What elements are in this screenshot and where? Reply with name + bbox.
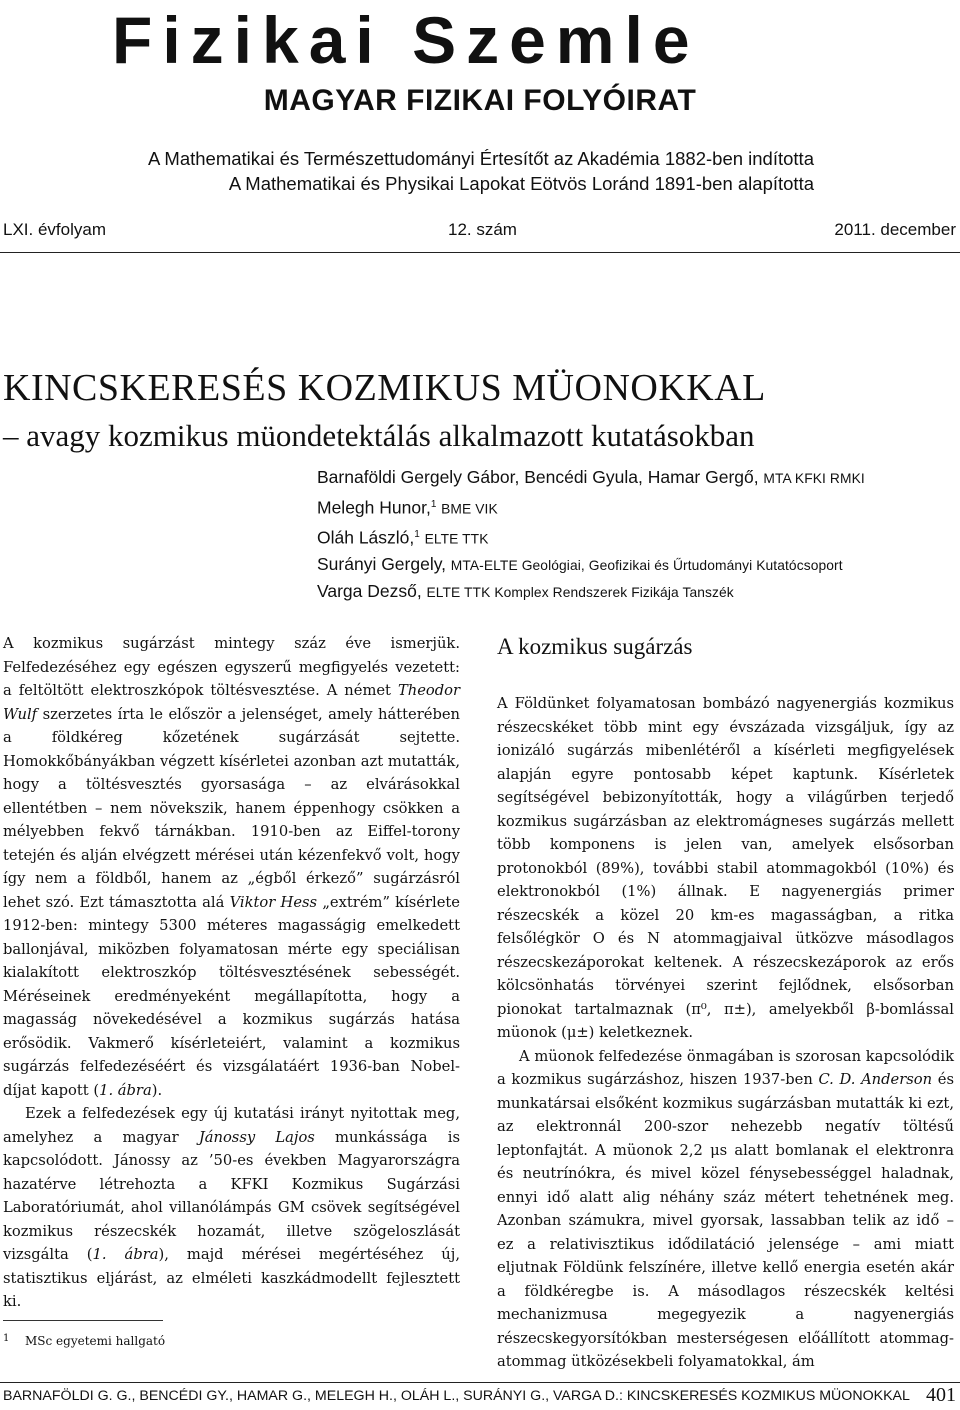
- footnote-number: 1: [3, 1333, 10, 1344]
- author-line: [317, 552, 865, 579]
- paragraph: A müonok felfedezése önmagában is szorosan kapcsolódik a kozmikus sugárzáshoz, hiszen 1937-ben C. D. Anderson és munkatársai elsőként kozmikus sugárzásban mutatták ki ezt, az elektronnál 200-szor nehezebb negatív töltésű leptonfajtát. A müonok 2,2 μs alatt bomlanak el elektronra és neutrínókra, és mivel közel fénysebességgel haladnak, ennyi idő alatt alig néhány száz métert tehetnének meg. Azonban számukra, mivel gyorsak, lassabban telik az idő – ez a relativisztikus idődilatáció jelensége – ami miatt eljutnak Földünk felszínére, illetve kellő energia esetén akár a földkéregbe is. A másodlagos részecskék keltési mechanizmusa megegyezik a nagyenergiás részecskegyorsítókban mesterségesen előállított atommag-atommag ütközésekbeli folyamatokkal, ám: [497, 1047, 954, 1370]
- footer-divider: [0, 1382, 960, 1383]
- author-list: [317, 465, 865, 605]
- author-affiliation: ELTE TTK Komplex Rendszerek Fizikája Tanszék: [426, 584, 734, 600]
- article-title: KINCSKERESÉS KOZMIKUS MÜONOKKAL: [3, 367, 766, 409]
- author-affiliation: ELTE TTK: [424, 531, 489, 547]
- author-line: [317, 579, 865, 606]
- section-heading: A kozmikus sugárzás: [497, 634, 693, 659]
- figure-reference[interactable]: 1. ábra: [92, 1246, 159, 1263]
- paragraph: A kozmikus sugárzást mintegy száz éve ismerjük. Felfedezéséhez egy egészen egyszerű megfigyelés vezetett: a feltöltött elektroszkópok töltésvesztése. A német Theodor Wulf szerzetes írta le először a jelenséget, amely hátterében a földkéreg kőzetének sugárzását sejtette. Homokkőbányákban végzett kísérletei azonban azt mutatták, hogy a töltésvesztés gyorsasága – az elvárásokkal ellentétben – nem növekszik, hanem éppenhogy csökken a mélyebben fekvő tárnákban. 1910-ben az Eiffel-torony tetején és alján elvégzett mérései után kézenfekvő volt, hogy így nem a földből, hanem az „égből érkező” sugárzásról lehet szó. Ezt támasztotta alá Viktor Hess „extrém” kísérlete 1912-ben: mintegy 5300 méteres magasságig emelkedett ballonjával, miközben folyamatosan mérte egy speciálisan kialakított elektroszkóp töltésvesztésének sebességét. Méréseinek eredményeként megállapította, hogy a magasság növekedésével a kozmikus sugárzás hatása erősödik. Vakmerő kísérleteiért, valamint a kozmikus sugárzás felfedezéséért és vizsgálatáért 1936-ban Nobel-díjat kapott (1. ábra).: [3, 635, 460, 1099]
- footnote-marker: 1: [430, 498, 437, 510]
- date-label: 2011. december: [834, 220, 956, 239]
- author-affiliation: MTA KFKI RMKI: [763, 471, 865, 486]
- author-affiliation: BME VIK: [441, 501, 498, 517]
- history-line: A Mathematikai és Physikai Lapokat Eötvös Loránd 1891-ben alapította: [228, 173, 814, 194]
- author-names: Oláh László,: [317, 527, 415, 548]
- right-column: [497, 632, 954, 1374]
- journal-history: [148, 146, 814, 196]
- footnote-divider: [3, 1320, 163, 1321]
- issue-label: 12. szám: [448, 220, 517, 239]
- footnote-marker: 1: [414, 528, 420, 540]
- journal-subtitle: MAGYAR FIZIKAI FOLYÓIRAT: [263, 84, 697, 117]
- article-subtitle: – avagy kozmikus müondetektálás alkalmazott kutatásokban: [3, 418, 755, 453]
- figure-reference[interactable]: 1. ábra: [99, 1081, 152, 1099]
- footnote: [3, 1333, 165, 1348]
- left-column: [3, 632, 460, 1314]
- person-name: Jánossy Lajos: [198, 1128, 315, 1146]
- author-line: [317, 522, 865, 552]
- person-name: Theodor Wulf: [3, 682, 460, 723]
- author-names: Barnaföldi Gergely Gábor, Bencédi Gyula, Hamar Gergő,: [317, 467, 759, 487]
- author-affiliation: MTA-ELTE Geológiai, Geofizikai és Űrtudományi Kutatócsoport: [450, 558, 843, 574]
- page-number: 401: [926, 1384, 956, 1406]
- author-names: Melegh Hunor,: [317, 497, 431, 518]
- masthead-divider: [0, 252, 960, 253]
- author-names: Surányi Gergely,: [317, 554, 447, 575]
- volume-label: LXI. évfolyam: [3, 220, 106, 239]
- paragraph: A Földünket folyamatosan bombázó nagyenergiás kozmikus részecskéket több mint egy évszázada vizsgáljuk, így az ionizáló sugárzás mibenlétéről a kísérleti megfigyelések alapján egyre pontosabb képet kaptunk. Kísérletek segítségével bebizonyították, hogy a világűrben terjedő kozmikus sugárzásban az elektromágneses sugárzás mellett több komponens is jelen van, amelyek elsősorban protonokból (89%), további stabil atommagokból (10%) és elektronokból (1%) állnak. E nagyenergiás primer részecskék a közel 20 km-es magasságban, a ritka felsőlégkör O és N atommagjaival ütközve másodlagos részecskezáporokat keltenek. A részecskezáporok az erős kölcsönhatás törvényei szerint fejlődnek, elsősorban pionokat tartalmaznak (π⁰, π±), amelyekből β-bomlással müonok (μ±) keletkeznek.: [497, 695, 954, 1041]
- person-name: C. D. Anderson: [818, 1071, 933, 1088]
- running-footer: BARNAFÖLDI G. G., BENCÉDI GY., HAMAR G., MELEGH H., OLÁH L., SURÁNYI G., VARGA D.: KINCSKERESÉS KOZMIKUS MÜONOKKAL: [3, 1388, 910, 1404]
- journal-title: Fizikai Szemle: [112, 3, 700, 77]
- author-line: [317, 492, 865, 522]
- author-line: [317, 465, 865, 492]
- author-names: Varga Dezső,: [317, 580, 422, 601]
- history-line: A Mathematikai és Természettudományi Értesítőt az Akadémia 1882-ben indította: [147, 148, 814, 169]
- paragraph: Ezek a felfedezések egy új kutatási irányt nyitottak meg, amelyhez a magyar Jánossy Lajos munkássága is kapcsolódott. Jánossy az ’50-es években Magyarországra hazatérve létrehozta a KFKI Kozmikus Sugárzási Laboratóriumát, ahol villanólámpás GM csövek segítségével kozmikus részecskék hozamát, illetve szögeloszlását vizsgálta (1. ábra), majd mérései megértéséhez új, statisztikus eljárást, az elméleti kaszkádmodellt fejlesztett ki.: [3, 1105, 460, 1310]
- person-name: Viktor Hess: [229, 893, 318, 911]
- footnote-text: MSc egyetemi hallgató: [25, 1334, 166, 1348]
